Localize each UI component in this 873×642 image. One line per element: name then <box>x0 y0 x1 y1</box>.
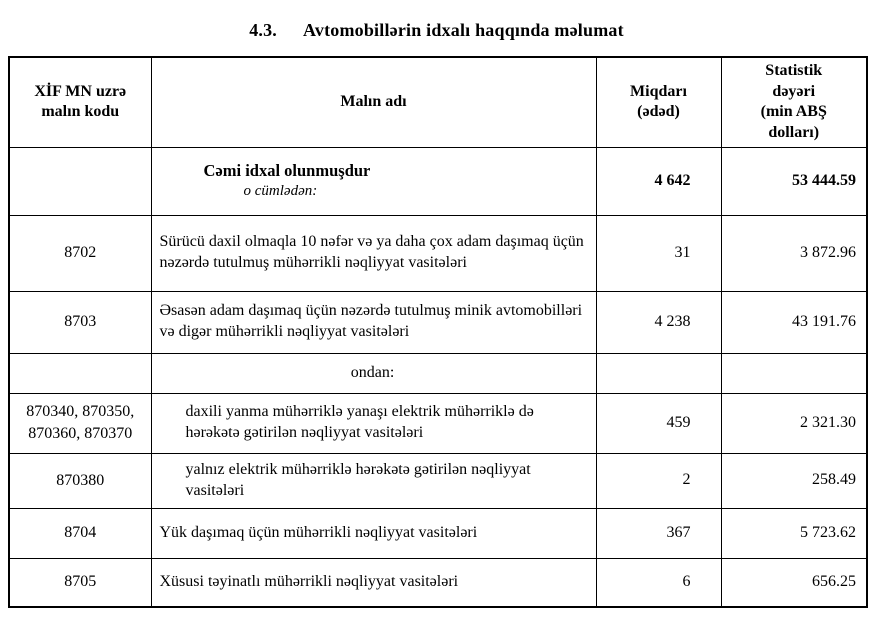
name-cell: Əsasən adam daşımaq üçün nəzərdə tutulmuş minik avtomobilləri və digər mühərrikli nəqliyyat vasitələri <box>151 291 596 353</box>
code-cell: 8703 <box>9 291 151 353</box>
name-cell: yalnız elektrik mühərriklə hərəkətə gətirilən nəqliyyat vasitələri <box>151 453 596 508</box>
header-value-line4: dolları) <box>768 123 820 141</box>
value-cell: 5 723.62 <box>721 508 867 558</box>
table-row-total <box>9 147 867 215</box>
name-cell: Yük daşımaq üçün mühərrikli nəqliyyat vasitələri <box>151 508 596 558</box>
section-number: 4.3. <box>249 20 277 40</box>
name-cell: Sürücü daxil olmaqla 10 nəfər və ya daha çox adam daşımaq üçün nəzərdə tutulmuş mühərrikli nəqliyyat vasitələri <box>151 215 596 291</box>
quantity-cell: 6 <box>596 558 721 607</box>
table-row-8703 <box>9 291 867 353</box>
header-value-line3: (min ABŞ <box>760 103 827 121</box>
value-cell: 53 444.59 <box>721 147 867 215</box>
quantity-cell: 4 238 <box>596 291 721 353</box>
name-cell: Xüsusi təyinatlı mühərrikli nəqliyyat vasitələri <box>151 558 596 607</box>
header-code-line2: malın kodu <box>41 103 120 121</box>
quantity-cell: 459 <box>596 393 721 453</box>
code-cell: 870380 <box>9 453 151 508</box>
value-cell <box>721 353 867 393</box>
code-cell: 870340, 870350, 870360, 870370 <box>9 393 151 453</box>
name-cell: ondan: <box>151 353 596 393</box>
value-cell: 43 191.76 <box>721 291 867 353</box>
code-cell <box>9 353 151 393</box>
section-title <box>0 20 873 41</box>
value-cell: 3 872.96 <box>721 215 867 291</box>
header-quantity-line1: Miqdarı <box>630 82 687 100</box>
header-row <box>9 57 867 147</box>
quantity-cell <box>596 353 721 393</box>
header-name <box>151 57 596 147</box>
imports-table <box>8 56 868 608</box>
header-code <box>9 57 151 147</box>
header-name-line1: Malın adı <box>340 93 407 111</box>
name-cell: daxili yanma mühərriklə yanaşı elektrik mühərriklə də hərəkətə gətirilən nəqliyyat vasitələri <box>151 393 596 453</box>
table-row-8705 <box>9 558 867 607</box>
name-cell <box>151 147 596 215</box>
table-row-ondan <box>9 353 867 393</box>
quantity-cell: 2 <box>596 453 721 508</box>
quantity-cell: 367 <box>596 508 721 558</box>
header-quantity <box>596 57 721 147</box>
code-cell <box>9 147 151 215</box>
value-cell: 258.49 <box>721 453 867 508</box>
header-value <box>721 57 867 147</box>
quantity-cell: 31 <box>596 215 721 291</box>
code-cell: 8702 <box>9 215 151 291</box>
section-title-text: Avtomobillərin idxalı haqqında məlumat <box>303 20 624 40</box>
total-sublabel: o cümlədən: <box>243 183 318 200</box>
table-body <box>9 147 867 607</box>
table-row-870380 <box>9 453 867 508</box>
header-code-line1: XİF MN uzrə <box>34 82 127 100</box>
total-label: Cəmi idxal olunmuşdur <box>203 161 371 181</box>
header-value-line1: Statistik <box>765 62 823 80</box>
code-cell: 8704 <box>9 508 151 558</box>
table-row-8702 <box>9 215 867 291</box>
quantity-cell: 4 642 <box>596 147 721 215</box>
table-row-8704 <box>9 508 867 558</box>
value-cell: 656.25 <box>721 558 867 607</box>
value-cell: 2 321.30 <box>721 393 867 453</box>
header-value-line2: dəyəri <box>772 82 816 100</box>
code-cell: 8705 <box>9 558 151 607</box>
table-row-8703-hybrid <box>9 393 867 453</box>
header-quantity-line2: (ədəd) <box>637 103 680 121</box>
